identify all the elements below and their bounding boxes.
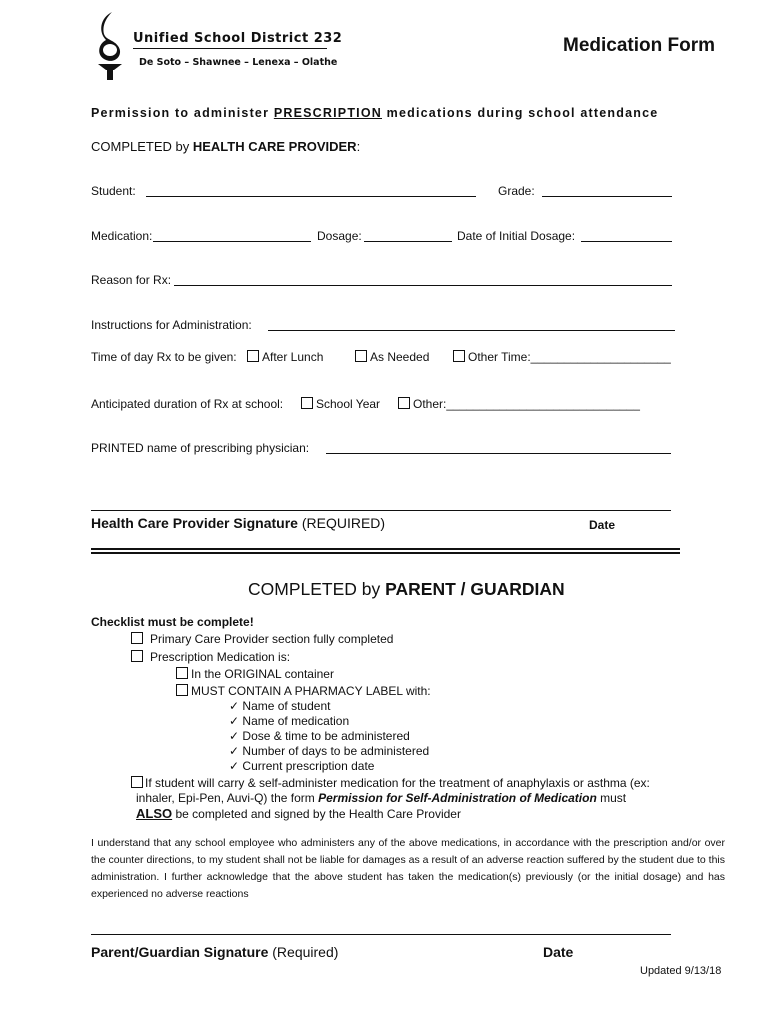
checkbox-primary[interactable] [131, 632, 143, 644]
check-mark-icon: ✓ [229, 714, 240, 728]
dosage-field[interactable] [364, 229, 452, 242]
provider-heading [91, 139, 360, 154]
district-name-underline [133, 48, 327, 49]
student-field[interactable] [146, 184, 476, 197]
parent-heading [248, 579, 565, 600]
duration-label: Anticipated duration of Rx at school: [91, 397, 284, 411]
district-torch-logo [92, 10, 128, 82]
form-title: Medication Form [563, 35, 716, 56]
checklist-item-primary[interactable] [131, 632, 393, 646]
checklist-item-prescription[interactable] [131, 650, 290, 664]
duration-option-school-year[interactable] [301, 397, 380, 411]
self-admin-item[interactable] [131, 776, 650, 790]
checkbox-prescription[interactable] [131, 650, 143, 662]
medication-label: Medication: [91, 229, 153, 243]
reason-field[interactable] [174, 273, 672, 286]
label-item-text: Current prescription date [242, 759, 375, 773]
parent-date-label: Date [543, 944, 574, 960]
self-admin-line2-post: must [596, 791, 627, 805]
initial-dosage-label: Date of Initial Dosage: [457, 229, 576, 243]
parent-signature-bold: Parent/Guardian Signature [91, 944, 269, 960]
check-mark-icon: ✓ [229, 759, 240, 773]
time-option-other-label: Other Time:_____________________ [468, 350, 671, 364]
checklist-title: Checklist must be complete! [91, 615, 254, 629]
self-admin-line3-post: be completed and signed by the Health Care Provider [172, 807, 461, 821]
parent-signature-label [91, 944, 338, 960]
checkbox-as-needed[interactable] [355, 350, 367, 362]
time-option-as-needed[interactable] [355, 350, 429, 364]
label-item [229, 744, 429, 758]
permission-pre: Permission to administer [91, 106, 274, 120]
parent-signature-line[interactable] [91, 922, 671, 935]
parent-signature-rest: (Required) [268, 944, 339, 960]
self-admin-form-name: Permission for Self-Administration of Medication [318, 791, 597, 805]
provider-heading-bold: HEALTH CARE PROVIDER [192, 139, 357, 154]
checkbox-pharmacy[interactable] [176, 684, 188, 696]
label-item [229, 714, 349, 728]
self-admin-line2 [136, 791, 626, 805]
parent-heading-bold: PARENT / GUARDIAN [385, 579, 565, 599]
district-name: Unified School District 232 [133, 31, 343, 46]
checklist-item-prescription-label: Prescription Medication is: [150, 650, 291, 664]
self-admin-line3 [136, 806, 461, 821]
duration-option-other[interactable] [398, 397, 640, 411]
checklist-item-pharmacy[interactable] [176, 684, 431, 698]
check-mark-icon: ✓ [229, 744, 240, 758]
checklist-item-original[interactable] [176, 667, 334, 681]
medication-field[interactable] [153, 229, 311, 242]
provider-date-label: Date [589, 518, 616, 532]
self-admin-also: ALSO [136, 806, 173, 821]
checklist-item-pharmacy-label: MUST CONTAIN A PHARMACY LABEL with: [191, 684, 431, 698]
dosage-label: Dosage: [317, 229, 362, 243]
label-item [229, 699, 330, 713]
permission-post: medications during school attendance [382, 106, 659, 120]
checkbox-after-lunch[interactable] [247, 350, 259, 362]
check-mark-icon: ✓ [229, 699, 240, 713]
section-divider-second [91, 552, 680, 554]
label-item [229, 729, 410, 743]
time-option-after-lunch-label: After Lunch [262, 350, 324, 364]
provider-signature-rest: (REQUIRED) [297, 515, 386, 531]
label-item-text: Dose & time to be administered [242, 729, 410, 743]
instructions-label: Instructions for Administration: [91, 318, 252, 332]
checklist-item-primary-label: Primary Care Provider section fully completed [150, 632, 394, 646]
physician-field[interactable] [326, 441, 671, 454]
parent-heading-pre: COMPLETED by [248, 579, 386, 599]
grade-field[interactable] [542, 184, 672, 197]
initial-dosage-field[interactable] [581, 229, 672, 242]
label-item-text: Number of days to be administered [242, 744, 430, 758]
section-divider [91, 548, 680, 550]
label-item [229, 759, 374, 773]
permission-subtitle [91, 106, 658, 120]
checkbox-school-year[interactable] [301, 397, 313, 409]
acknowledgement-paragraph: I understand that any school employee who administers any of the above medications, in accordance with the prescription and/or over the counter directions, to my student shall not be liable for damages as a result of an adverse reaction suffered by the student due to this administration. I further acknowledge that the above student has taken the medication(s) previously (or the initial dosage) and has experienced no adverse reactions [91, 837, 725, 900]
provider-heading-pre: COMPLETED by [91, 139, 193, 154]
physician-label: PRINTED name of prescribing physician: [91, 441, 310, 455]
self-admin-line2-pre: inhaler, Epi-Pen, Auvi-Q) the form [136, 791, 319, 805]
reason-label: Reason for Rx: [91, 273, 172, 287]
grade-label: Grade: [498, 184, 535, 198]
student-label: Student: [91, 184, 136, 198]
permission-underlined: PRESCRIPTION [273, 106, 382, 120]
label-item-text: Name of medication [242, 714, 350, 728]
time-option-other[interactable] [453, 350, 671, 364]
instructions-field[interactable] [268, 318, 675, 331]
checkbox-self-admin[interactable] [131, 776, 143, 788]
checklist-item-original-label: In the ORIGINAL container [191, 667, 334, 681]
provider-heading-post: : [356, 139, 361, 154]
provider-signature-label [91, 515, 385, 531]
updated-date: Updated 9/13/18 [640, 965, 722, 977]
duration-option-school-year-label: School Year [316, 397, 381, 411]
label-item-text: Name of student [242, 699, 331, 713]
duration-option-other-label: Other:_____________________________ [413, 397, 640, 411]
self-admin-line1: If student will carry & self-administer medication for the treatment of anaphylaxis or asthma (ex: [145, 776, 650, 790]
time-of-day-label: Time of day Rx to be given: [91, 350, 237, 364]
district-cities: De Soto – Shawnee – Lenexa – Olathe [139, 57, 338, 68]
time-option-after-lunch[interactable] [247, 350, 323, 364]
check-mark-icon: ✓ [229, 729, 240, 743]
checkbox-other-time[interactable] [453, 350, 465, 362]
provider-signature-line[interactable] [91, 498, 671, 511]
checkbox-duration-other[interactable] [398, 397, 410, 409]
time-option-as-needed-label: As Needed [370, 350, 430, 364]
checkbox-original[interactable] [176, 667, 188, 679]
provider-signature-bold: Health Care Provider Signature [91, 515, 298, 531]
